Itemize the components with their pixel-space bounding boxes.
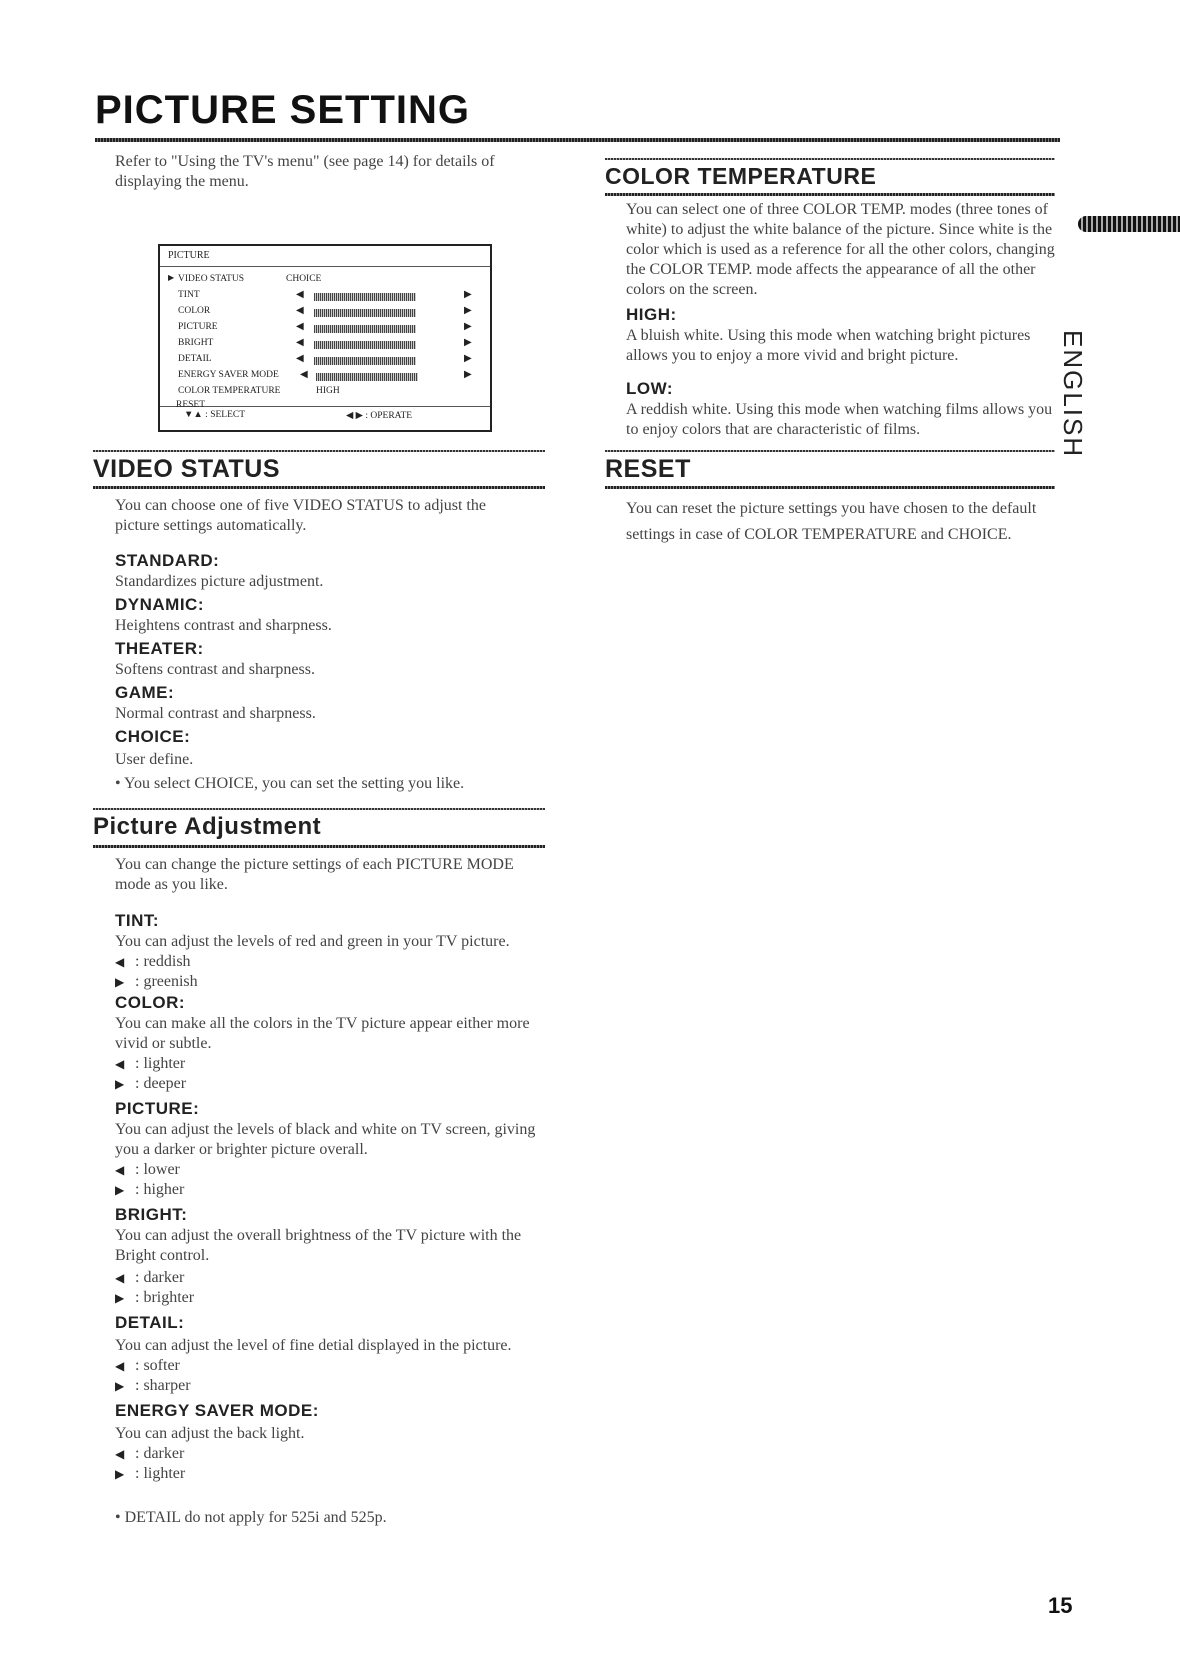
left-arrow-icon: ◀: [300, 369, 308, 380]
menu-row-label: DETAIL: [178, 354, 212, 364]
reset-text: You can reset the picture settings you have chosen to the default settings in case of COLOR TEMPERATURE and CHOICE.: [626, 500, 1037, 543]
adjust-right-line: [115, 1074, 186, 1094]
adjust-label-tint: TINT:: [115, 911, 160, 930]
adjust-right-text: : deeper: [135, 1075, 187, 1092]
adjust-left-text: : reddish: [135, 953, 191, 970]
video-status-label: STANDARD:: [115, 551, 220, 570]
color-temp-low-desc: A reddish white. Using this mode when watching films allows you to enjoy colors that are characteristic of films.: [626, 401, 1053, 438]
adjust-right-text: : brighter: [135, 1289, 195, 1306]
divider: [93, 486, 545, 489]
color-temp-low-label: LOW:: [626, 379, 674, 398]
adjust-desc: You can adjust the level of fine detial displayed in the picture.: [115, 1337, 512, 1354]
divider: [93, 450, 545, 452]
menu-row-reset: RESET: [176, 400, 206, 410]
video-status-desc: Heightens contrast and sharpness.: [115, 617, 332, 634]
divider: [160, 266, 490, 267]
divider: [605, 450, 1055, 452]
video-status-label: GAME:: [115, 683, 175, 702]
language-label: ENGLISH: [1058, 330, 1088, 459]
picture-menu-illustration: [158, 244, 492, 432]
video-status-desc: Normal contrast and sharpness.: [115, 705, 316, 722]
slider-bar: [314, 357, 416, 365]
color-temp-high-desc: A bluish white. Using this mode when watching bright pictures allows you to enjoy a more vivid and bright picture.: [626, 327, 1031, 364]
color-temp-high-label: HIGH:: [626, 305, 677, 324]
menu-row-color: [168, 306, 488, 322]
left-arrow-icon: ◀: [115, 1057, 125, 1071]
adjust-right-line: [115, 1180, 184, 1200]
slider-bar: [314, 341, 416, 349]
right-arrow-icon: ▶: [464, 337, 472, 348]
menu-footer-operate: ◀ ▶ : OPERATE: [346, 411, 413, 421]
menu-row-label: TINT: [178, 290, 200, 300]
section-heading-reset: RESET: [605, 455, 691, 483]
left-arrow-icon: ◀: [296, 337, 304, 348]
menu-row-label: COLOR: [178, 306, 211, 316]
adjust-right-line: [115, 1288, 194, 1308]
divider: [605, 486, 1055, 489]
divider: [93, 808, 545, 810]
divider: [605, 158, 1055, 160]
language-tab: [1078, 216, 1180, 232]
adjust-left-line: [115, 1444, 184, 1464]
left-arrow-icon: ◀: [115, 1163, 125, 1177]
adjust-right-line: [115, 1376, 191, 1396]
adjust-left-text: : darker: [135, 1445, 185, 1462]
adjust-desc: You can make all the colors in the TV picture appear either more vivid or subtle.: [115, 1015, 530, 1052]
adjust-left-line: [115, 952, 191, 972]
section-heading-color-temperature: COLOR TEMPERATURE: [605, 163, 877, 189]
menu-row-detail: [168, 354, 488, 370]
adjust-label-color: COLOR:: [115, 993, 186, 1012]
adjust-desc: You can adjust the back light.: [115, 1425, 305, 1442]
right-arrow-icon: ▶: [464, 305, 472, 316]
pointer-icon: ▶: [168, 273, 175, 282]
right-arrow-icon: ▶: [464, 289, 472, 300]
adjust-left-line: [115, 1160, 180, 1180]
slider-bar: [314, 293, 416, 301]
menu-row-label: ENERGY SAVER MODE: [178, 370, 279, 380]
menu-row-label: PICTURE: [178, 322, 218, 332]
page-number: 15: [1048, 1593, 1073, 1618]
menu-title: PICTURE: [168, 250, 210, 261]
video-status-desc: Softens contrast and sharpness.: [115, 661, 315, 678]
left-arrow-icon: ◀: [115, 1271, 125, 1285]
right-arrow-icon: ▶: [464, 369, 472, 380]
left-arrow-icon: ◀: [115, 1447, 125, 1461]
adjust-left-text: : lower: [135, 1161, 180, 1178]
menu-row-bright: [168, 338, 488, 354]
adjust-label-energy-saver: ENERGY SAVER MODE:: [115, 1401, 319, 1420]
right-arrow-icon: ▶: [464, 353, 472, 364]
left-arrow-icon: ◀: [115, 955, 125, 969]
menu-row-value: HIGH: [316, 386, 340, 396]
menu-row-tint: [168, 290, 488, 306]
video-status-note: • You select CHOICE, you can set the setting you like.: [115, 775, 465, 792]
adjust-left-text: : lighter: [135, 1055, 186, 1072]
divider: [605, 193, 1055, 196]
adjust-left-line: [115, 1356, 180, 1376]
menu-row-label: VIDEO STATUS: [178, 274, 245, 284]
page-title: PICTURE SETTING: [95, 88, 471, 132]
video-status-desc: User define.: [115, 751, 194, 768]
adjust-left-line: [115, 1268, 184, 1288]
adjust-desc: You can adjust the levels of red and green in your TV picture.: [115, 933, 510, 950]
section-heading-picture-adjustment: Picture Adjustment: [93, 813, 322, 840]
menu-row-video-status: [168, 274, 488, 290]
slider-bar: [316, 373, 418, 381]
menu-row-value: CHOICE: [286, 274, 322, 284]
video-status-label: CHOICE:: [115, 727, 191, 746]
right-arrow-icon: ▶: [115, 1379, 125, 1393]
menu-row-label: COLOR TEMPERATURE: [178, 386, 281, 396]
adjust-label-bright: BRIGHT:: [115, 1205, 188, 1224]
video-status-label: THEATER:: [115, 639, 204, 658]
right-arrow-icon: ▶: [115, 1291, 125, 1305]
left-arrow-icon: ◀: [115, 1359, 125, 1373]
adjust-label-detail: DETAIL:: [115, 1313, 185, 1332]
title-rule: [95, 138, 1060, 142]
color-temperature-text: You can select one of three COLOR TEMP. modes (three tones of white) to adjust the white balance of the picture. Since white is the color which is used as a reference for all the other colors, changing the COLOR TEMP. mode affects the appearance of all the other colors on the screen.: [626, 201, 1055, 298]
adjust-left-line: [115, 1054, 185, 1074]
divider: [93, 845, 545, 848]
menu-row-color-temperature: [168, 386, 488, 402]
adjust-desc: You can adjust the overall brightness of the TV picture with the Bright control.: [115, 1227, 522, 1264]
menu-footer-select: ▼▲ : SELECT: [184, 410, 246, 420]
slider-bar: [314, 325, 416, 333]
adjust-desc: You can adjust the levels of black and white on TV screen, giving you a darker or brighter picture overall.: [115, 1121, 536, 1158]
video-status-label: DYNAMIC:: [115, 595, 204, 614]
section-heading-video-status: VIDEO STATUS: [93, 455, 281, 483]
left-arrow-icon: ◀: [296, 321, 304, 332]
adjust-right-line: [115, 1464, 185, 1484]
video-status-text: You can choose one of five VIDEO STATUS to adjust the picture settings automatically.: [115, 497, 486, 534]
left-arrow-icon: ◀: [296, 353, 304, 364]
adjust-right-text: : higher: [135, 1181, 185, 1198]
menu-row-label: BRIGHT: [178, 338, 214, 348]
picture-adjustment-text: You can change the picture settings of each PICTURE MODE mode as you like.: [115, 856, 514, 893]
adjust-right-text: : lighter: [135, 1465, 186, 1482]
adjust-left-text: : darker: [135, 1269, 185, 1286]
slider-bar: [314, 309, 416, 317]
adjust-right-text: : greenish: [135, 973, 198, 990]
adjust-right-text: : sharper: [135, 1377, 191, 1394]
right-arrow-icon: ▶: [115, 1077, 125, 1091]
right-arrow-icon: ▶: [115, 1467, 125, 1481]
left-arrow-icon: ◀: [296, 289, 304, 300]
menu-row-picture: [168, 322, 488, 338]
right-arrow-icon: ▶: [115, 1183, 125, 1197]
adjust-label-picture: PICTURE:: [115, 1099, 200, 1118]
divider: [160, 406, 490, 407]
left-arrow-icon: ◀: [296, 305, 304, 316]
menu-row-energy-saver: [168, 370, 488, 386]
intro-text: Refer to "Using the TV's menu" (see page 14) for details of displaying the menu.: [115, 153, 495, 190]
video-status-desc: Standardizes picture adjustment.: [115, 573, 324, 590]
right-arrow-icon: ▶: [115, 975, 125, 989]
adjust-left-text: : softer: [135, 1357, 180, 1374]
adjust-right-line: [115, 972, 198, 992]
right-arrow-icon: ▶: [464, 321, 472, 332]
picture-adjustment-note: • DETAIL do not apply for 525i and 525p.: [115, 1509, 387, 1526]
